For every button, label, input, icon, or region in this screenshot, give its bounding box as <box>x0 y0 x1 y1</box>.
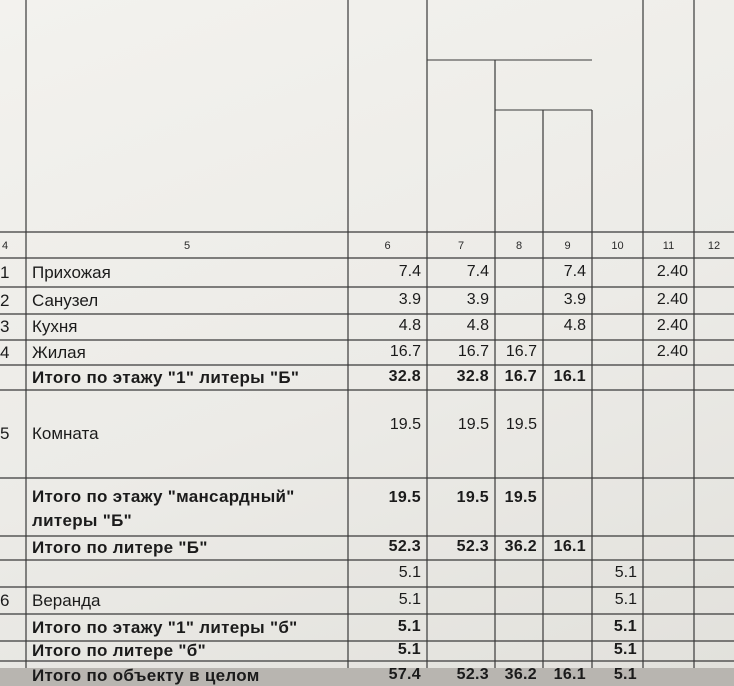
cell-total: 52.3 <box>388 538 421 555</box>
row-name: Итого по этажу "1" литеры "б" <box>32 617 298 637</box>
room-number: 5 <box>0 424 10 443</box>
cell-total: 19.5 <box>388 489 421 506</box>
cell-total: 57.4 <box>388 665 421 683</box>
cell-height: 2.40 <box>656 290 688 308</box>
cell-veranda: 5.1 <box>614 563 637 581</box>
cell-veranda: 5.1 <box>613 617 637 635</box>
cell-aux: 7.4 <box>563 262 586 280</box>
cell-height: 2.40 <box>656 342 688 360</box>
column-number: 7 <box>457 240 465 252</box>
column-number: 11 <box>662 240 675 252</box>
row-name: Веранда <box>32 590 101 610</box>
column-number: 5 <box>183 240 191 252</box>
cell-general: 52.3 <box>456 665 489 683</box>
column-number: 12 <box>707 240 721 252</box>
cell-total: 16.7 <box>389 342 421 360</box>
column-number: 10 <box>611 240 624 252</box>
room-number: 3 <box>0 317 10 336</box>
cell-general: 16.7 <box>457 342 489 360</box>
cell-general: 19.5 <box>456 489 489 506</box>
cell-general: 52.3 <box>456 538 489 555</box>
room-number: 2 <box>0 290 10 310</box>
cell-total: 19.5 <box>389 416 421 433</box>
cell-total: 5.1 <box>397 617 421 635</box>
cell-aux: 3.9 <box>563 290 586 308</box>
room-number: 6 <box>0 590 10 610</box>
cell-total: 3.9 <box>398 290 421 308</box>
cell-living: 16.7 <box>505 342 537 360</box>
row-name: Прихожая <box>32 262 111 282</box>
row-name: Санузел <box>32 290 99 310</box>
cell-general: 19.5 <box>457 416 489 433</box>
cell-aux: 16.1 <box>553 367 586 385</box>
row-name: Жилая <box>32 342 86 362</box>
cell-living: 36.2 <box>504 665 537 683</box>
cell-total: 5.1 <box>398 590 421 608</box>
cell-veranda: 5.1 <box>613 665 637 683</box>
column-number: 8 <box>515 240 523 252</box>
row-name: Итого по объекту в целом <box>32 665 260 685</box>
cell-veranda: 5.1 <box>613 641 637 658</box>
cell-living: 19.5 <box>504 489 537 506</box>
cell-living: 16.7 <box>504 367 537 385</box>
column-number: 4 <box>2 240 9 252</box>
row-name: Комната <box>32 424 99 443</box>
room-number: 4 <box>0 342 10 362</box>
cell-general: 7.4 <box>466 262 489 280</box>
row-name: Итого по этажу "1" литеры "Б" <box>32 367 300 387</box>
cell-veranda: 5.1 <box>614 590 637 608</box>
cell-total: 32.8 <box>388 367 421 385</box>
cell-general: 4.8 <box>466 317 489 334</box>
row-name: Кухня <box>32 317 78 336</box>
row-name: Итого по этажу "мансардный" <box>32 487 295 506</box>
cell-living: 19.5 <box>505 416 537 433</box>
cell-total: 7.4 <box>398 262 421 280</box>
cell-general: 32.8 <box>456 367 489 385</box>
cell-aux: 16.1 <box>553 538 586 555</box>
row-name: литеры "Б" <box>32 511 132 530</box>
cell-height: 2.40 <box>656 317 688 334</box>
cell-total: 4.8 <box>398 317 421 334</box>
cell-height: 2.40 <box>656 262 688 280</box>
column-number: 9 <box>564 240 571 252</box>
room-number: 1 <box>0 262 10 282</box>
column-number: 6 <box>384 240 391 252</box>
cell-aux: 16.1 <box>553 665 586 683</box>
cell-total: 5.1 <box>398 563 421 581</box>
row-name: Итого по литере "Б" <box>32 538 208 557</box>
cell-living: 36.2 <box>504 538 537 555</box>
cell-total: 5.1 <box>397 641 421 658</box>
row-name: Итого по литере "б" <box>32 641 206 660</box>
cell-aux: 4.8 <box>563 317 586 334</box>
cell-general: 3.9 <box>466 290 489 308</box>
